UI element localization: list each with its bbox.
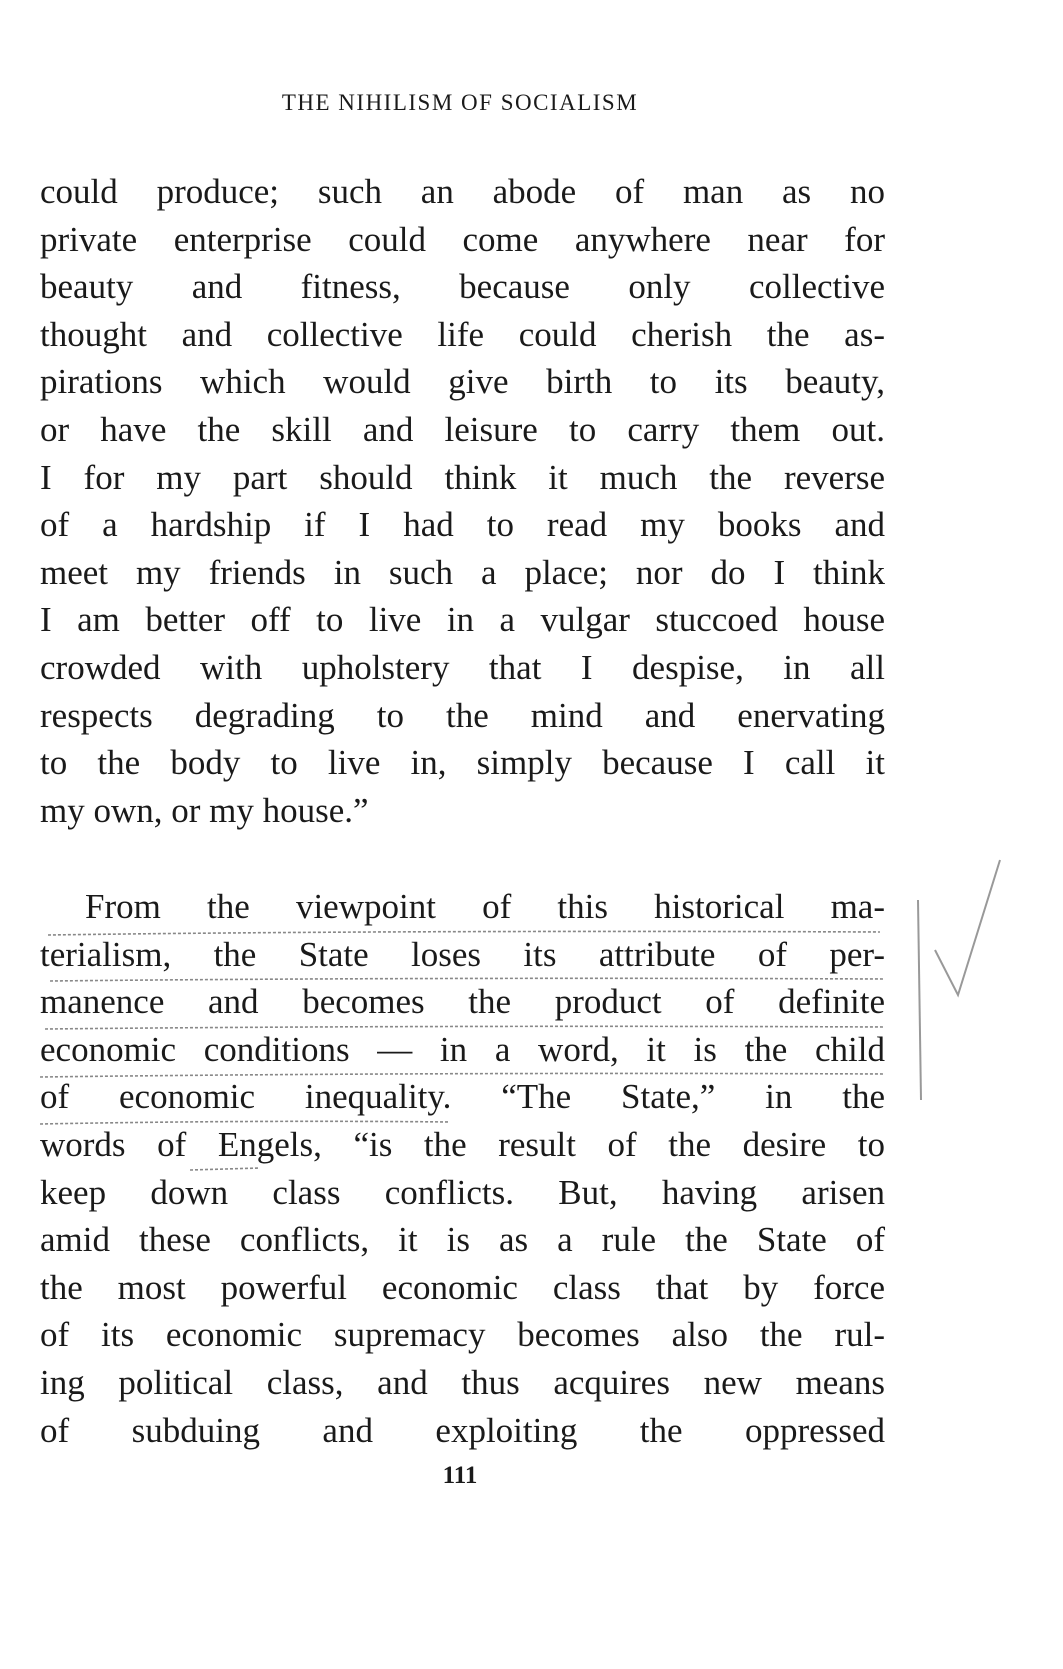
text-line: respects degrading to the mind and enervating: [40, 695, 885, 735]
text-line: of subduing and exploiting the oppressed: [40, 1410, 885, 1450]
text-line: of a hardship if I had to read my books and: [40, 505, 885, 545]
text-line: amid these conflicts, it is as a rule the State of: [40, 1220, 885, 1260]
text-line: of economic inequality. “The State,” in the: [40, 1077, 885, 1117]
text-line: manence and becomes the product of definite: [40, 982, 885, 1022]
text-line: From the viewpoint of this historical ma-: [85, 887, 885, 926]
text-line: of its economic supremacy becomes also the rul-: [40, 1315, 885, 1355]
check-mark-icon: [935, 860, 1000, 995]
text-line: words of Engels, “is the result of the desire to: [40, 1124, 885, 1164]
text-line: economic conditions — in a word, it is the child: [40, 1029, 885, 1069]
text-line: pirations which would give birth to its beauty,: [40, 362, 885, 402]
page-number: 111: [442, 1462, 478, 1489]
text-line: thought and collective life could cherish the as-: [40, 314, 885, 354]
text-line: meet my friends in such a place; nor do I think: [40, 552, 885, 592]
text-line: to the body to live in, simply because I call it: [40, 743, 885, 783]
text-line: could produce; such an abode of man as no: [40, 172, 885, 211]
paragraph-1: [40, 168, 885, 834]
text-line: or have the skill and leisure to carry them out.: [40, 409, 885, 449]
text-line: keep down class conflicts. But, having arisen: [40, 1172, 885, 1212]
text-line: private enterprise could come anywhere near for: [40, 219, 885, 259]
text-line: I am better off to live in a vulgar stuccoed house: [40, 600, 885, 640]
text-line: terialism, the State loses its attribute of per-: [40, 934, 885, 974]
text-line: the most powerful economic class that by force: [40, 1267, 885, 1307]
text-line: beauty and fitness, because only collective: [40, 267, 885, 307]
paragraph-2: [40, 883, 885, 1454]
margin-bracket-mark: [918, 900, 921, 1100]
text-line: crowded with upholstery that I despise, in all: [40, 647, 885, 687]
text-line: my own, or my house.”: [40, 790, 369, 830]
text-line: I for my part should think it much the reverse: [40, 457, 885, 497]
text-line: ing political class, and thus acquires new means: [40, 1362, 885, 1402]
running-header: THE NIHILISM OF SOCIALISM: [281, 90, 639, 115]
